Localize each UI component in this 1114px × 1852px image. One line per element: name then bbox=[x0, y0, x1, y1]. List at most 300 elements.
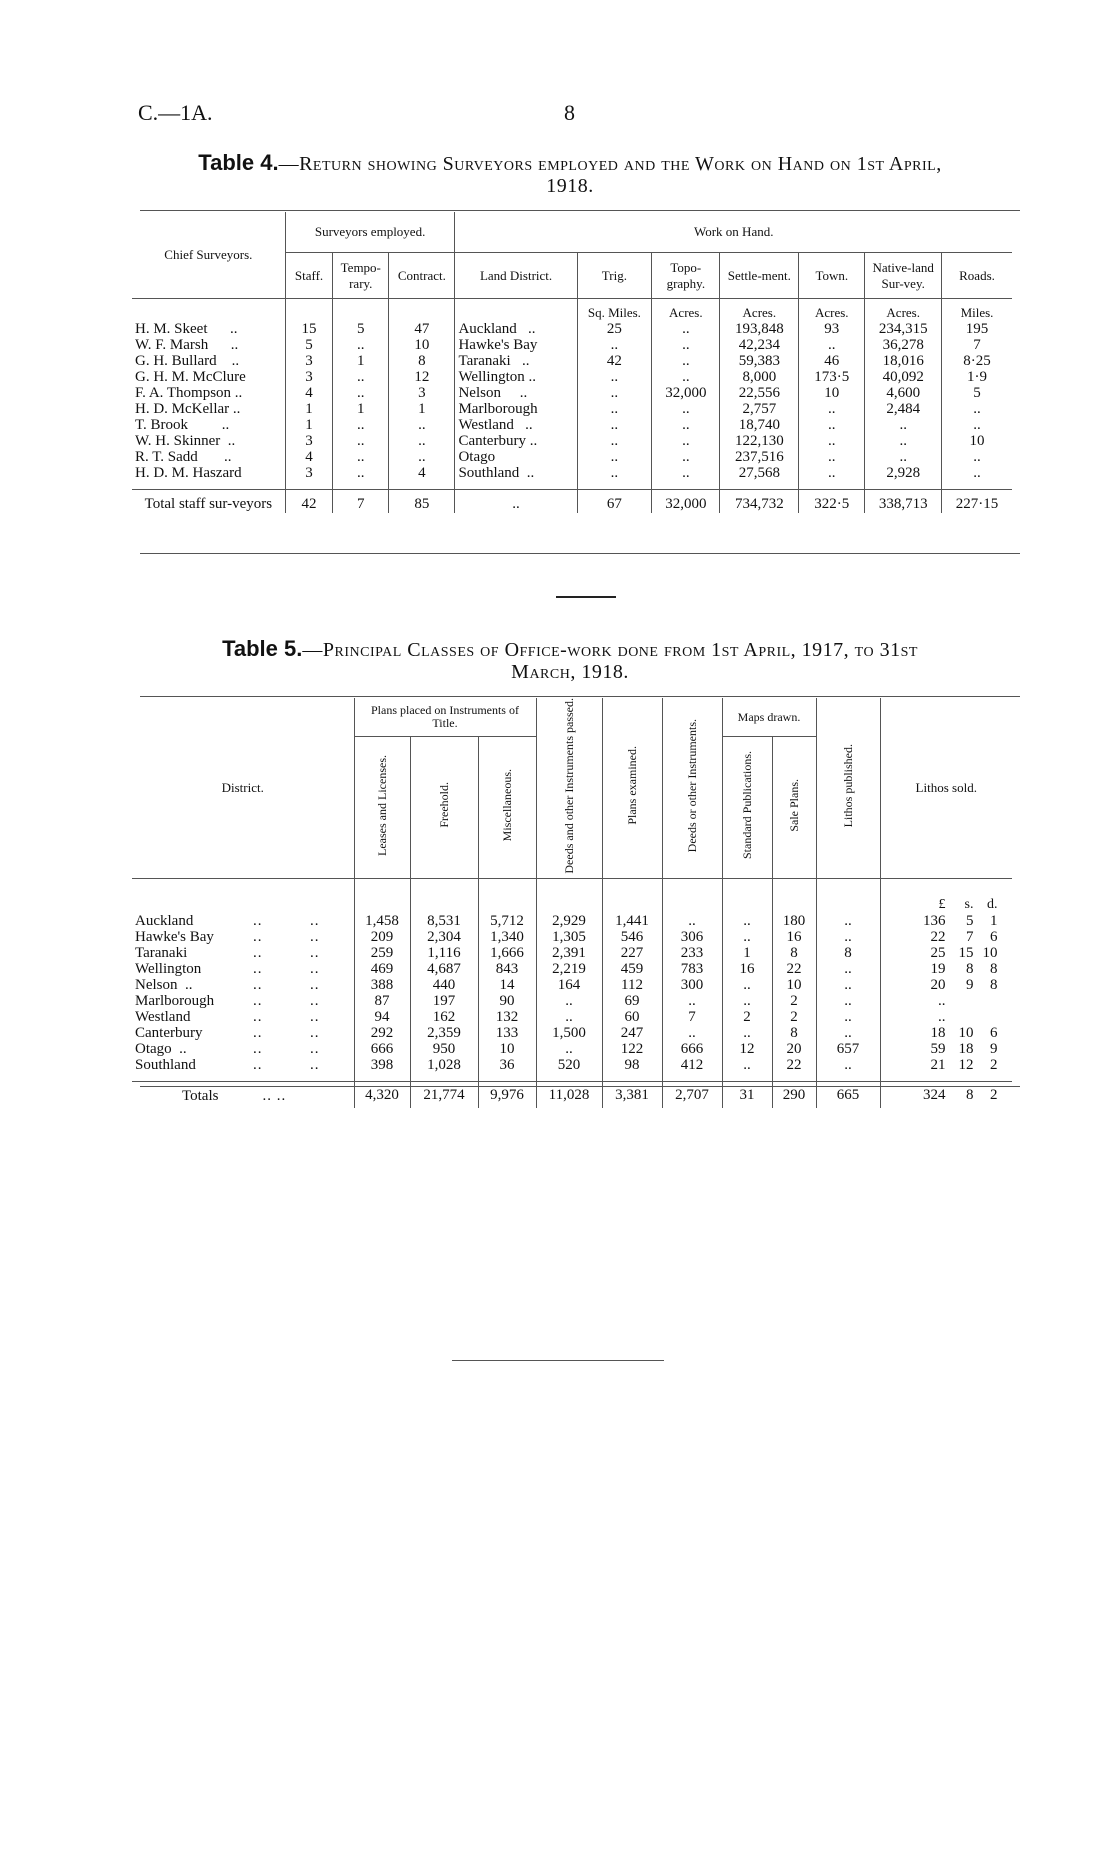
cell-settlement: 8,000 bbox=[720, 369, 799, 385]
cell-land-district: Southland .. bbox=[455, 465, 577, 481]
cell-misc: 843 bbox=[478, 961, 536, 977]
cell-chief-surveyor: G. H. M. McClure bbox=[135, 369, 246, 385]
group-surveyors-employed: Surveyors employed. bbox=[285, 212, 455, 253]
totals-pub: 665 bbox=[816, 1081, 880, 1108]
cell-standard: .. bbox=[722, 1057, 772, 1073]
cell-land-district: Taranaki .. bbox=[455, 353, 577, 369]
cell-lithos-published: .. bbox=[816, 1057, 880, 1073]
cell-lithos-published: 657 bbox=[816, 1041, 880, 1057]
cell-staff: 3 bbox=[285, 465, 333, 481]
cell-trig: .. bbox=[577, 417, 652, 433]
cell-staff: 4 bbox=[285, 449, 333, 465]
table5-title-line2: March, 1918. bbox=[511, 661, 629, 683]
cell-native-land: 18,016 bbox=[865, 353, 942, 369]
total-roads: 227·15 bbox=[942, 490, 1012, 514]
cell-topography: 32,000 bbox=[652, 385, 720, 401]
cell-sale-plans: 20 bbox=[772, 1041, 816, 1057]
cell-deeds-passed: 2,391 bbox=[536, 945, 602, 961]
cell-staff: 3 bbox=[285, 353, 333, 369]
cell-town: .. bbox=[799, 417, 865, 433]
cell-town: .. bbox=[799, 449, 865, 465]
section-divider bbox=[556, 596, 616, 598]
cell-misc: 36 bbox=[478, 1057, 536, 1073]
table5-title bbox=[120, 638, 1020, 683]
cell-roads: 5 bbox=[942, 385, 1012, 401]
table4-total-row bbox=[132, 490, 1012, 514]
cell-native-land: .. bbox=[865, 449, 942, 465]
total-contract: 85 bbox=[389, 490, 455, 514]
cell-contract: .. bbox=[389, 433, 455, 449]
col-town: Town. bbox=[799, 253, 865, 299]
cell-roads: 195 bbox=[942, 321, 1012, 337]
cell-native-land: 36,278 bbox=[865, 337, 942, 353]
cell-land-district: Auckland .. bbox=[455, 321, 577, 337]
cell-topography: .. bbox=[652, 417, 720, 433]
cell-town: 173·5 bbox=[799, 369, 865, 385]
cell-misc: 5,712 bbox=[478, 913, 536, 929]
cell-temporary: .. bbox=[333, 417, 389, 433]
cell-topography: .. bbox=[652, 337, 720, 353]
cell-lithos-published: .. bbox=[816, 1009, 880, 1025]
col-miscellaneous: Miscellaneous. bbox=[478, 736, 536, 878]
cell-contract: 3 bbox=[389, 385, 455, 401]
cell-roads: .. bbox=[942, 449, 1012, 465]
totals-lithos-sold: 324 8 2 bbox=[880, 1081, 1012, 1108]
table4-title bbox=[120, 152, 1020, 197]
page-number: 8 bbox=[564, 100, 575, 125]
group-plans-placed: Plans placed on Instruments of Title. bbox=[354, 698, 536, 736]
cell-leases: 469 bbox=[354, 961, 410, 977]
bottom-divider bbox=[452, 1360, 664, 1361]
cell-trig: .. bbox=[577, 401, 652, 417]
cell-land-district: Marlborough bbox=[455, 401, 577, 417]
cell-deeds-other: .. bbox=[662, 913, 722, 929]
cell-deeds-passed: .. bbox=[536, 993, 602, 1009]
totals-misc: 9,976 bbox=[478, 1081, 536, 1108]
unit-roads: Miles. bbox=[942, 299, 1012, 322]
cell-deeds-passed: 2,929 bbox=[536, 913, 602, 929]
table5-row bbox=[132, 1057, 1012, 1073]
col-plans-examined: Plans examined. bbox=[602, 698, 662, 878]
cell-sale-plans: 22 bbox=[772, 1057, 816, 1073]
group-maps-drawn: Maps drawn. bbox=[722, 698, 816, 736]
cell-sale-plans: 16 bbox=[772, 929, 816, 945]
cell-trig: .. bbox=[577, 433, 652, 449]
table4-row bbox=[132, 465, 1012, 481]
cell-plans-examined: 112 bbox=[602, 977, 662, 993]
unit-settlement: Acres. bbox=[720, 299, 799, 322]
cell-standard: 12 bbox=[722, 1041, 772, 1057]
cell-freehold: 197 bbox=[410, 993, 478, 1009]
cell-native-land: .. bbox=[865, 433, 942, 449]
totals-other: 2,707 bbox=[662, 1081, 722, 1108]
cell-trig: .. bbox=[577, 385, 652, 401]
table5-title-line1: —Principal Classes of Office-work done from 1st April, 1917, to 31st bbox=[302, 639, 918, 661]
cell-plans-examined: 98 bbox=[602, 1057, 662, 1073]
cell-lithos-published: .. bbox=[816, 961, 880, 977]
total-district: .. bbox=[455, 490, 577, 514]
cell-freehold: 4,687 bbox=[410, 961, 478, 977]
col-native-land-survey: Native-land Sur-vey. bbox=[865, 253, 942, 299]
cell-land-district: Westland .. bbox=[455, 417, 577, 433]
cell-contract: .. bbox=[389, 417, 455, 433]
cell-staff: 4 bbox=[285, 385, 333, 401]
cell-sale-plans: 180 bbox=[772, 913, 816, 929]
cell-district: Hawke's Bay .. .. bbox=[135, 928, 320, 945]
cell-chief-surveyor: R. T. Sadd .. bbox=[135, 449, 232, 465]
table4 bbox=[132, 212, 1012, 513]
table4-row bbox=[132, 353, 1012, 369]
table5-row bbox=[132, 945, 1012, 961]
cell-lithos-sold: .. bbox=[880, 993, 1012, 1009]
cell-leases: 388 bbox=[354, 977, 410, 993]
cell-staff: 3 bbox=[285, 433, 333, 449]
total-settlement: 734,732 bbox=[720, 490, 799, 514]
cell-town: 46 bbox=[799, 353, 865, 369]
cell-lithos-published: .. bbox=[816, 993, 880, 1009]
cell-plans-examined: 60 bbox=[602, 1009, 662, 1025]
cell-topography: .. bbox=[652, 401, 720, 417]
cell-misc: 1,340 bbox=[478, 929, 536, 945]
cell-roads: .. bbox=[942, 417, 1012, 433]
cell-temporary: .. bbox=[333, 337, 389, 353]
currency-header: £ s. d. bbox=[880, 878, 1012, 913]
cell-native-land: 4,600 bbox=[865, 385, 942, 401]
cell-chief-surveyor: W. F. Marsh .. bbox=[135, 337, 239, 353]
cell-contract: 8 bbox=[389, 353, 455, 369]
cell-lithos-sold: 22 7 6 bbox=[880, 929, 1012, 945]
cell-plans-examined: 459 bbox=[602, 961, 662, 977]
cell-topography: .. bbox=[652, 369, 720, 385]
cell-sale-plans: 8 bbox=[772, 1025, 816, 1041]
cell-town: 93 bbox=[799, 321, 865, 337]
cell-misc: 1,666 bbox=[478, 945, 536, 961]
cell-deeds-other: 7 bbox=[662, 1009, 722, 1025]
cell-roads: 8·25 bbox=[942, 353, 1012, 369]
cell-native-land: 234,315 bbox=[865, 321, 942, 337]
cell-roads: 10 bbox=[942, 433, 1012, 449]
cell-standard: 2 bbox=[722, 1009, 772, 1025]
cell-district: Auckland .. .. bbox=[135, 912, 320, 929]
cell-lithos-published: .. bbox=[816, 913, 880, 929]
cell-staff: 5 bbox=[285, 337, 333, 353]
table4-label: Table 4. bbox=[198, 150, 279, 175]
cell-standard: .. bbox=[722, 929, 772, 945]
cell-sale-plans: 10 bbox=[772, 977, 816, 993]
col-leases-licenses: Leases and Licenses. bbox=[354, 736, 410, 878]
unit-native: Acres. bbox=[865, 299, 942, 322]
cell-temporary: .. bbox=[333, 465, 389, 481]
cell-lithos-sold: 59 18 9 bbox=[880, 1041, 1012, 1057]
cell-roads: 1·9 bbox=[942, 369, 1012, 385]
cell-chief-surveyor: G. H. Bullard .. bbox=[135, 353, 240, 369]
cell-deeds-passed: .. bbox=[536, 1009, 602, 1025]
cell-misc: 132 bbox=[478, 1009, 536, 1025]
table5-label: Table 5. bbox=[222, 636, 303, 661]
table5-row bbox=[132, 977, 1012, 993]
cell-trig: 25 bbox=[577, 321, 652, 337]
cell-freehold: 8,531 bbox=[410, 913, 478, 929]
cell-town: .. bbox=[799, 401, 865, 417]
col-deeds-passed: Deeds and other Instruments passed. bbox=[536, 698, 602, 878]
total-staff: 42 bbox=[285, 490, 333, 514]
cell-lithos-published: 8 bbox=[816, 945, 880, 961]
cell-contract: 47 bbox=[389, 321, 455, 337]
cell-roads: 7 bbox=[942, 337, 1012, 353]
col-contract: Contract. bbox=[389, 253, 455, 299]
cell-chief-surveyor: H. M. Skeet .. bbox=[135, 321, 238, 337]
cell-native-land: 40,092 bbox=[865, 369, 942, 385]
totals-plans: 3,381 bbox=[602, 1081, 662, 1108]
table5-row bbox=[132, 1009, 1012, 1025]
cell-contract: 1 bbox=[389, 401, 455, 417]
table5-row bbox=[132, 993, 1012, 1009]
cell-standard: 16 bbox=[722, 961, 772, 977]
col-standard-publications: Standard Publications. bbox=[722, 736, 772, 878]
cell-staff: 15 bbox=[285, 321, 333, 337]
cell-town: .. bbox=[799, 337, 865, 353]
cell-district: Canterbury .. .. bbox=[135, 1024, 320, 1041]
totals-label: Totals .. .. bbox=[132, 1081, 354, 1108]
table4-row bbox=[132, 417, 1012, 433]
cell-leases: 94 bbox=[354, 1009, 410, 1025]
table4-row bbox=[132, 433, 1012, 449]
cell-lithos-sold: 18 10 6 bbox=[880, 1025, 1012, 1041]
cell-plans-examined: 546 bbox=[602, 929, 662, 945]
cell-standard: .. bbox=[722, 977, 772, 993]
cell-settlement: 193,848 bbox=[720, 321, 799, 337]
cell-topography: .. bbox=[652, 353, 720, 369]
cell-deeds-other: 666 bbox=[662, 1041, 722, 1057]
totals-standard: 31 bbox=[722, 1081, 772, 1108]
unit-town: Acres. bbox=[799, 299, 865, 322]
cell-deeds-other: 233 bbox=[662, 945, 722, 961]
cell-lithos-published: .. bbox=[816, 977, 880, 993]
cell-native-land: .. bbox=[865, 417, 942, 433]
cell-deeds-passed: 1,500 bbox=[536, 1025, 602, 1041]
total-label: Total staff sur-veyors bbox=[132, 490, 285, 514]
col-lithos-published: Lithos published. bbox=[816, 698, 880, 878]
total-temporary: 7 bbox=[333, 490, 389, 514]
cell-temporary: .. bbox=[333, 369, 389, 385]
totals-deeds: 11,028 bbox=[536, 1081, 602, 1108]
cell-settlement: 18,740 bbox=[720, 417, 799, 433]
cell-district: Nelson .. .. .. bbox=[135, 976, 320, 993]
cell-lithos-sold: .. bbox=[880, 1009, 1012, 1025]
cell-deeds-other: 412 bbox=[662, 1057, 722, 1073]
cell-district: Westland .. .. bbox=[135, 1008, 320, 1025]
table4-row bbox=[132, 337, 1012, 353]
cell-misc: 14 bbox=[478, 977, 536, 993]
cell-standard: 1 bbox=[722, 945, 772, 961]
cell-standard: .. bbox=[722, 913, 772, 929]
cell-plans-examined: 247 bbox=[602, 1025, 662, 1041]
cell-contract: .. bbox=[389, 449, 455, 465]
cell-freehold: 1,116 bbox=[410, 945, 478, 961]
cell-chief-surveyor: T. Brook .. bbox=[135, 417, 230, 433]
cell-settlement: 237,516 bbox=[720, 449, 799, 465]
cell-deeds-other: .. bbox=[662, 1025, 722, 1041]
cell-lithos-sold: 20 9 8 bbox=[880, 977, 1012, 993]
cell-misc: 133 bbox=[478, 1025, 536, 1041]
cell-chief-surveyor: H. D. McKellar .. bbox=[135, 401, 241, 417]
cell-settlement: 122,130 bbox=[720, 433, 799, 449]
cell-temporary: 5 bbox=[333, 321, 389, 337]
cell-misc: 10 bbox=[478, 1041, 536, 1057]
cell-staff: 1 bbox=[285, 417, 333, 433]
cell-freehold: 2,304 bbox=[410, 929, 478, 945]
cell-contract: 12 bbox=[389, 369, 455, 385]
cell-freehold: 162 bbox=[410, 1009, 478, 1025]
cell-roads: .. bbox=[942, 401, 1012, 417]
cell-lithos-sold: 21 12 2 bbox=[880, 1057, 1012, 1073]
cell-standard: .. bbox=[722, 993, 772, 1009]
col-deeds-other: Deeds or other Instruments. bbox=[662, 698, 722, 878]
cell-district: Wellington .. .. bbox=[135, 960, 320, 977]
col-lithos-sold: Lithos sold. bbox=[880, 698, 1012, 878]
cell-leases: 1,458 bbox=[354, 913, 410, 929]
cell-sale-plans: 2 bbox=[772, 1009, 816, 1025]
totals-leases: 4,320 bbox=[354, 1081, 410, 1108]
table4-title-line2: 1918. bbox=[546, 175, 594, 197]
cell-land-district: Canterbury .. bbox=[455, 433, 577, 449]
totals-freehold: 21,774 bbox=[410, 1081, 478, 1108]
col-land-district: Land District. bbox=[455, 253, 577, 299]
cell-district: Otago .. .. .. bbox=[135, 1040, 320, 1057]
cell-deeds-passed: 164 bbox=[536, 977, 602, 993]
cell-settlement: 22,556 bbox=[720, 385, 799, 401]
cell-settlement: 42,234 bbox=[720, 337, 799, 353]
cell-chief-surveyor: H. D. M. Haszard bbox=[135, 465, 242, 481]
cell-lithos-published: .. bbox=[816, 1025, 880, 1041]
cell-leases: 87 bbox=[354, 993, 410, 1009]
cell-land-district: Nelson .. bbox=[455, 385, 577, 401]
cell-plans-examined: 69 bbox=[602, 993, 662, 1009]
group-work-on-hand: Work on Hand. bbox=[455, 212, 1012, 253]
cell-trig: .. bbox=[577, 449, 652, 465]
totals-sale: 290 bbox=[772, 1081, 816, 1108]
cell-district: Taranaki .. .. bbox=[135, 944, 320, 961]
col-freehold: Freehold. bbox=[410, 736, 478, 878]
cell-deeds-other: 300 bbox=[662, 977, 722, 993]
cell-sale-plans: 2 bbox=[772, 993, 816, 1009]
cell-leases: 259 bbox=[354, 945, 410, 961]
cell-freehold: 440 bbox=[410, 977, 478, 993]
cell-plans-examined: 1,441 bbox=[602, 913, 662, 929]
cell-freehold: 2,359 bbox=[410, 1025, 478, 1041]
col-chief-surveyors: Chief Surveyors. bbox=[164, 247, 253, 262]
cell-land-district: Hawke's Bay bbox=[455, 337, 577, 353]
col-district: District. bbox=[221, 779, 264, 795]
cell-misc: 90 bbox=[478, 993, 536, 1009]
table5-row bbox=[132, 961, 1012, 977]
cell-roads: .. bbox=[942, 465, 1012, 481]
table4-row bbox=[132, 401, 1012, 417]
cell-temporary: 1 bbox=[333, 353, 389, 369]
table5-row bbox=[132, 1041, 1012, 1057]
table5-row bbox=[132, 913, 1012, 929]
cell-deeds-other: 306 bbox=[662, 929, 722, 945]
cell-leases: 666 bbox=[354, 1041, 410, 1057]
cell-deeds-passed: 2,219 bbox=[536, 961, 602, 977]
cell-leases: 209 bbox=[354, 929, 410, 945]
total-native: 338,713 bbox=[865, 490, 942, 514]
cell-temporary: .. bbox=[333, 449, 389, 465]
cell-trig: .. bbox=[577, 337, 652, 353]
cell-contract: 4 bbox=[389, 465, 455, 481]
cell-contract: 10 bbox=[389, 337, 455, 353]
unit-topo: Acres. bbox=[652, 299, 720, 322]
cell-staff: 3 bbox=[285, 369, 333, 385]
total-topo: 32,000 bbox=[652, 490, 720, 514]
cell-district: Marlborough .. .. bbox=[135, 992, 320, 1009]
cell-lithos-sold: 136 5 1 bbox=[880, 913, 1012, 929]
cell-topography: .. bbox=[652, 449, 720, 465]
table4-row bbox=[132, 369, 1012, 385]
col-roads: Roads. bbox=[942, 253, 1012, 299]
col-staff: Staff. bbox=[285, 253, 333, 299]
cell-land-district: Wellington .. bbox=[455, 369, 577, 385]
cell-deeds-other: 783 bbox=[662, 961, 722, 977]
cell-lithos-sold: 19 8 8 bbox=[880, 961, 1012, 977]
cell-lithos-sold: 25 15 10 bbox=[880, 945, 1012, 961]
document-reference: C.—1A. bbox=[138, 100, 213, 125]
cell-staff: 1 bbox=[285, 401, 333, 417]
cell-deeds-other: .. bbox=[662, 993, 722, 1009]
table5-row bbox=[132, 1025, 1012, 1041]
col-sale-plans: Sale Plans. bbox=[772, 736, 816, 878]
col-temporary: Tempo-rary. bbox=[333, 253, 389, 299]
cell-deeds-passed: 520 bbox=[536, 1057, 602, 1073]
cell-plans-examined: 122 bbox=[602, 1041, 662, 1057]
cell-lithos-published: .. bbox=[816, 929, 880, 945]
cell-native-land: 2,928 bbox=[865, 465, 942, 481]
cell-topography: .. bbox=[652, 321, 720, 337]
cell-topography: .. bbox=[652, 433, 720, 449]
cell-trig: .. bbox=[577, 369, 652, 385]
col-topography: Topo-graphy. bbox=[652, 253, 720, 299]
col-trig: Trig. bbox=[577, 253, 652, 299]
cell-native-land: 2,484 bbox=[865, 401, 942, 417]
cell-settlement: 2,757 bbox=[720, 401, 799, 417]
cell-freehold: 950 bbox=[410, 1041, 478, 1057]
table4-row bbox=[132, 385, 1012, 401]
cell-district: Southland .. .. bbox=[135, 1056, 320, 1073]
table5 bbox=[132, 698, 1012, 1108]
total-town: 322·5 bbox=[799, 490, 865, 514]
cell-town: .. bbox=[799, 433, 865, 449]
cell-chief-surveyor: F. A. Thompson .. bbox=[135, 385, 243, 401]
cell-town: .. bbox=[799, 465, 865, 481]
cell-standard: .. bbox=[722, 1025, 772, 1041]
col-settlement: Settle-ment. bbox=[720, 253, 799, 299]
table4-title-line1: —Return showing Surveyors employed and the Work on Hand on 1st April, bbox=[278, 153, 942, 175]
unit-trig: Sq. Miles. bbox=[577, 299, 652, 322]
cell-chief-surveyor: W. H. Skinner .. bbox=[135, 433, 236, 449]
cell-leases: 398 bbox=[354, 1057, 410, 1073]
cell-land-district: Otago bbox=[455, 449, 577, 465]
cell-topography: .. bbox=[652, 465, 720, 481]
cell-plans-examined: 227 bbox=[602, 945, 662, 961]
cell-settlement: 59,383 bbox=[720, 353, 799, 369]
cell-temporary: 1 bbox=[333, 401, 389, 417]
cell-trig: .. bbox=[577, 465, 652, 481]
cell-settlement: 27,568 bbox=[720, 465, 799, 481]
cell-town: 10 bbox=[799, 385, 865, 401]
table4-row bbox=[132, 449, 1012, 465]
cell-deeds-passed: .. bbox=[536, 1041, 602, 1057]
cell-sale-plans: 8 bbox=[772, 945, 816, 961]
